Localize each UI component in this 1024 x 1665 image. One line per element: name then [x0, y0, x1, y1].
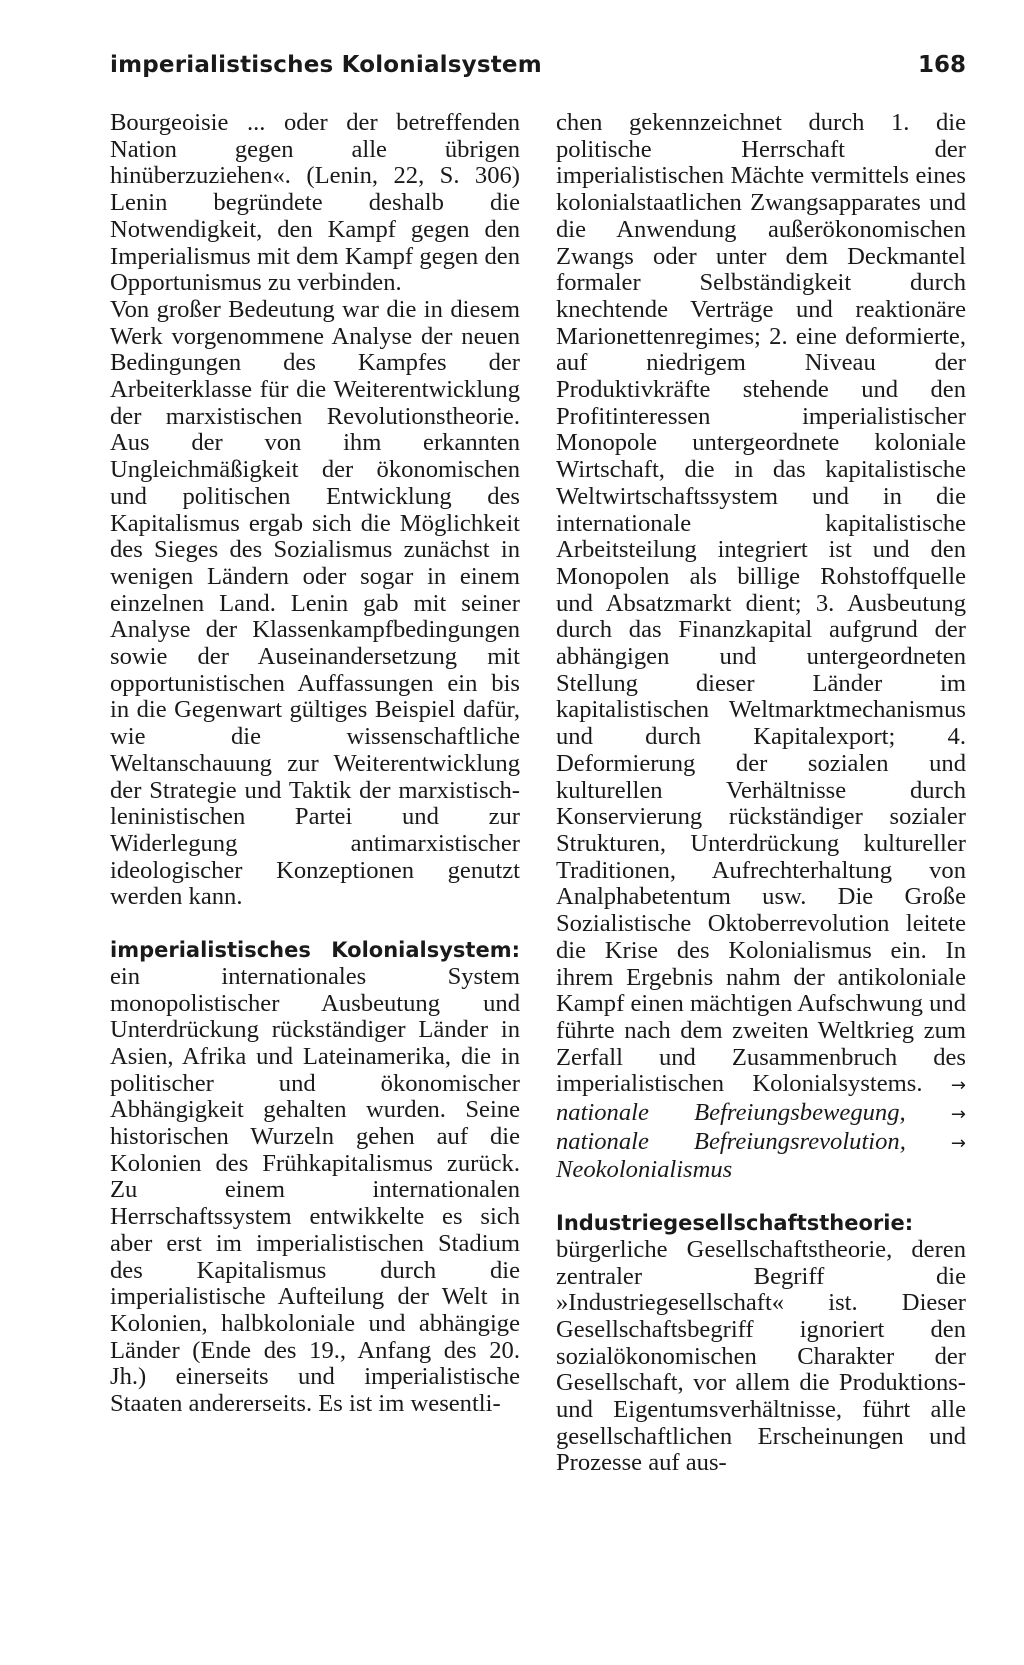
paragraph-text: chen gekennzeichnet durch 1. die politische Herrschaft der imperialistischen Mächte vermittels eines kolonialstaatlichen Zwangsapparates und die Anwendung außerökonomischen Zwangs oder unter dem Deckmantel formaler Selbständigkeit durch knechtende Verträge und reaktionäre Marionettenregimes; 2. eine deformierte, auf niedrigem Niveau der Produktivkräfte stehende und den Profitinteressen imperialistischer Monopole untergeordnete koloniale Wirtschaft, die in das kapitalistische Weltwirtschaftssystem und in die internationale kapitalistische Arbeitsteilung integriert ist und den Monopolen als billige Rohstoffquelle und Absatzmarkt dient; 3. Ausbeutung durch das Finanzkapital aufgrund der abhängigen und untergeordneten Stellung dieser Länder im kapitalistischen Weltmarktmechanismus und durch Kapitalexport; 4. Deformierung der sozialen und kulturellen Verhältnisse durch Konservierung rückständiger sozialer Strukturen, Unterdrückung kultureller Traditionen, Aufrechterhaltung von Analphabetentum usw. Die Große Sozialistische Oktoberrevolution leitete die Krise des Kolonialismus ein. In ihrem Ergebnis nahm der antikoloniale Kampf einen mächtigen Aufschwung und führte nach dem zweiten Weltkrieg zum Zerfall und Zusammenbruch des imperialistischen Kolonialsystems.: [556, 109, 966, 1098]
arrow-icon: →: [950, 1132, 966, 1154]
page-header: [110, 52, 966, 92]
cross-reference[interactable]: nationale Befreiungsrevolution,: [556, 1127, 906, 1155]
entry-headword: Industriegesellschaftstheorie:: [556, 1211, 914, 1236]
entry-text: ein internationales System monopolistischer Ausbeutung und Unterdrückung rückständiger Länder in Asien, Afrika und Lateinamerika, die in politischer und ökonomischer Abhängigkeit gehalten wurden. Seine historischen Wurzeln gehen auf die Kolonien des Frühkapitalismus zurück. Zu einem internationalen Herrschaftssystem entwikkelte es sich aber erst im imperialistischen Stadium des Kapitalismus durch die imperialistische Aufteilung der Welt in Kolonien, halbkoloniale und abhängige Länder (Ende des 19., Anfang des 20. Jh.) einerseits und imperialistische Staaten andererseits. Es ist im wesentli-: [110, 962, 520, 1418]
arrow-icon: →: [950, 1104, 966, 1126]
running-head: imperialistisches Kolonialsystem: [110, 52, 542, 78]
right-column: [556, 110, 966, 1477]
cross-reference[interactable]: nationale Befreiungsbewegung,: [556, 1099, 906, 1127]
page-number: 168: [917, 52, 966, 78]
dictionary-entry-kolonialsystem: [110, 937, 520, 1418]
left-column: [110, 110, 520, 1418]
paragraph-continuation: [556, 110, 966, 1184]
arrow-icon: →: [950, 1075, 966, 1097]
paragraph-analysis: Von großer Bedeutung war die in diesem Werk vorgenommene Analyse der neuen Bedingungen des Kampfes der Arbeiterklasse für die Weiterentwicklung der marxistischen Revolutionstheorie. Aus der von ihm erkannten Ungleichmäßigkeit der ökonomischen und politischen Entwicklung des Kapitalismus ergab sich die Möglichkeit des Sieges des Sozialismus zunächst in wenigen Ländern oder sogar in einem einzelnen Land. Lenin gab mit seiner Analyse der Klassenkampfbedingungen sowie der Auseinandersetzung mit opportunistischen Auffassungen ein bis in die Gegenwart gültiges Beispiel dafür, wie die wissenschaftliche Weltanschauung zur Weiterentwicklung der Strategie und Taktik der marxistisch-leninistischen Partei und zur Widerlegung antimarxistischer ideologischer Konzeptionen genutzt werden kann.: [110, 295, 520, 911]
dictionary-entry-industriegesellschaftstheorie: [556, 1210, 966, 1477]
entry-text: bürgerliche Gesellschaftstheorie, deren zentraler Begriff die »Industriegesellschaft« ist. Dieser Gesellschaftsbegriff ignoriert den sozialökonomischen Charakter der Gesellschaft, vor allem die Produktions- und Eigentumsverhältnisse, führt alle gesellschaftlichen Erscheinungen und Prozesse auf aus-: [556, 1235, 966, 1477]
paragraph-continuation: Bourgeoisie ... oder der betreffenden Nation gegen alle übrigen hinüberzuziehen«. (Lenin, 22, S. 306) Lenin begründete deshalb die Notwendigkeit, den Kampf gegen den Imperialismus mit dem Kampf gegen den Opportunismus zu verbinden.: [110, 109, 520, 297]
cross-reference[interactable]: Neokolonialismus: [556, 1156, 733, 1184]
entry-headword: imperialistisches Kolonialsystem:: [110, 938, 520, 963]
